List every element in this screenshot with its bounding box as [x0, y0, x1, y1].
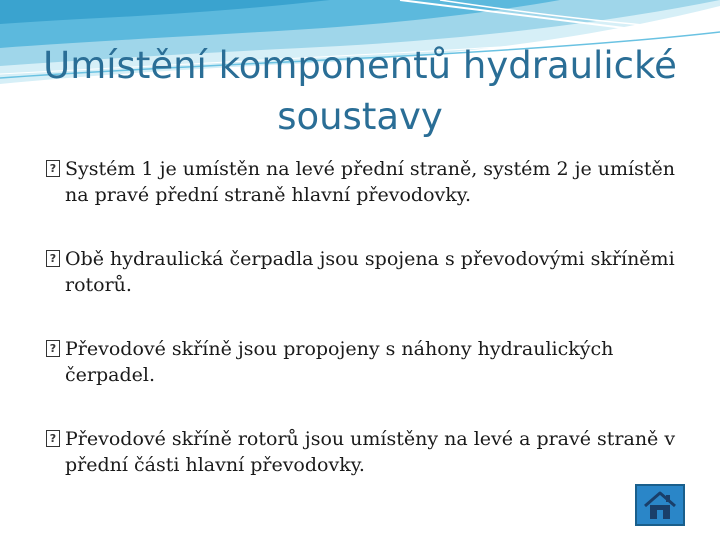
bullet-item — [46, 156, 686, 208]
missing-glyph-box-icon: ? — [46, 430, 60, 447]
bullet-item — [46, 426, 686, 478]
bullet-text: Převodové skříně jsou propojeny s náhony hydraulických čerpadel. — [65, 338, 614, 386]
slide-title-line1: Umístění komponentů hydraulické — [43, 44, 677, 87]
bullet-text: Obě hydraulická čerpadla jsou spojena s převodovými skříněmi rotorů. — [65, 248, 675, 296]
missing-glyph-box-icon: ? — [46, 250, 60, 267]
slide-title — [20, 40, 700, 142]
home-button[interactable] — [635, 484, 685, 526]
bullet-text: Převodové skříně rotorů jsou umístěny na levé a pravé straně v přední části hlavní převodovky. — [65, 428, 676, 476]
missing-glyph-box-icon: ? — [46, 340, 60, 357]
bullet-text: Systém 1 je umístěn na levé přední straně, systém 2 je umístěn na pravé přední straně hlavní převodovky. — [65, 158, 675, 206]
bullet-item — [46, 246, 686, 298]
home-icon — [637, 486, 683, 524]
slide-title-line2: soustavy — [277, 95, 443, 138]
bullet-list — [46, 156, 686, 478]
bullet-item — [46, 336, 686, 388]
missing-glyph-box-icon: ? — [46, 160, 60, 177]
